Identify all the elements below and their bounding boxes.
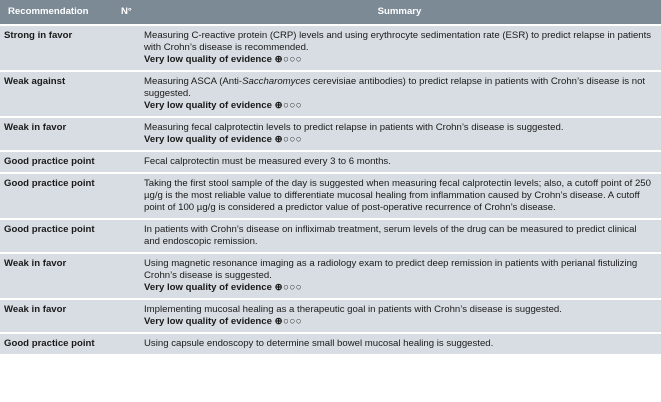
evidence-quality-label: Very low quality of evidence bbox=[144, 282, 272, 293]
table-row bbox=[0, 299, 661, 333]
table-row bbox=[0, 25, 661, 71]
number-cell bbox=[117, 71, 138, 117]
evidence-rating-icon: ⊕○○○ bbox=[274, 316, 303, 327]
evidence-quality bbox=[144, 54, 653, 66]
evidence-quality-label: Very low quality of evidence bbox=[144, 100, 272, 111]
number-cell bbox=[117, 117, 138, 151]
summary-text: Using magnetic resonance imaging as a radiology exam to predict deep remission in patients with perianal fistulizing Crohn’s disease is suggested. bbox=[144, 258, 638, 281]
number-cell bbox=[117, 25, 138, 71]
evidence-quality bbox=[144, 134, 653, 146]
number-cell bbox=[117, 299, 138, 333]
header-recommendation: Recommendation bbox=[0, 0, 117, 25]
summary-text-pre: Measuring ASCA (Anti- bbox=[144, 76, 243, 87]
header-row bbox=[0, 0, 661, 25]
evidence-quality-label: Very low quality of evidence bbox=[144, 134, 272, 145]
header-summary: Summary bbox=[138, 0, 661, 25]
summary-text: Measuring C-reactive protein (CRP) levels and using erythrocyte sedimentation rate (ESR) to predict relapse in patients with Crohn’s disease is recommended. bbox=[144, 30, 652, 53]
summary-cell bbox=[138, 117, 661, 151]
recommendation-cell: Good practice point bbox=[0, 219, 117, 253]
recommendation-cell: Good practice point bbox=[0, 151, 117, 173]
evidence-rating-icon: ⊕○○○ bbox=[274, 54, 303, 65]
recommendation-cell: Good practice point bbox=[0, 173, 117, 219]
evidence-rating-icon: ⊕○○○ bbox=[274, 134, 303, 145]
table-row bbox=[0, 151, 661, 173]
summary-cell bbox=[138, 333, 661, 354]
number-cell bbox=[117, 173, 138, 219]
recommendation-cell: Strong in favor bbox=[4, 30, 73, 41]
evidence-rating-icon: ⊕○○○ bbox=[274, 282, 303, 293]
recommendation-cell: Weak in favor bbox=[0, 253, 117, 299]
summary-cell bbox=[138, 173, 661, 219]
summary-text bbox=[144, 76, 645, 99]
summary-cell bbox=[138, 151, 661, 173]
number-cell bbox=[117, 253, 138, 299]
summary-text: Using capsule endoscopy to determine small bowel mucosal healing is suggested. bbox=[144, 338, 494, 349]
summary-text: In patients with Crohn’s disease on infliximab treatment, serum levels of the drug can be measured to predict clinical and endoscopic remission. bbox=[144, 224, 637, 247]
summary-text-post: cerevisiae antibodies) to predict relapse in patients with Crohn’s disease is not suggested. bbox=[144, 76, 646, 99]
number-cell bbox=[117, 333, 138, 354]
table-row bbox=[0, 173, 661, 219]
recommendation-cell: Weak in favor bbox=[0, 117, 117, 151]
summary-cell bbox=[138, 71, 661, 117]
recommendation-cell: Weak in favor bbox=[0, 299, 117, 333]
number-cell bbox=[117, 151, 138, 173]
summary-text: Measuring fecal calprotectin levels to predict relapse in patients with Crohn’s disease is suggested. bbox=[144, 122, 564, 133]
evidence-quality bbox=[144, 316, 653, 328]
table-header bbox=[0, 0, 661, 25]
table-row bbox=[0, 117, 661, 151]
header-number: N° bbox=[117, 0, 138, 25]
summary-text: Fecal calprotectin must be measured every 3 to 6 months. bbox=[144, 156, 391, 167]
evidence-quality-label: Very low quality of evidence bbox=[144, 54, 272, 65]
number-cell bbox=[117, 219, 138, 253]
summary-text: Taking the first stool sample of the day is suggested when measuring fecal calprotectin levels; also, a cutoff point of 250 µg/g is the most reliable value to differentiate mucosal healing from inflammation caused by Crohn’s disease. A cutoff point of 100 µg/g is considered a predictor value of post-operative recurrence of Crohn’s disease. bbox=[144, 178, 651, 213]
summary-cell bbox=[138, 25, 661, 71]
recommendation-cell: Good practice point bbox=[0, 333, 117, 354]
evidence-quality-label: Very low quality of evidence bbox=[144, 316, 272, 327]
recommendation-cell: Weak against bbox=[0, 71, 117, 117]
evidence-quality bbox=[144, 100, 653, 112]
evidence-rating-icon: ⊕○○○ bbox=[274, 100, 303, 111]
evidence-quality bbox=[144, 282, 653, 294]
summary-text: Implementing mucosal healing as a therapeutic goal in patients with Crohn’s disease is suggested. bbox=[144, 304, 562, 315]
table-row bbox=[0, 253, 661, 299]
summary-text-italic: Saccharomyces bbox=[242, 76, 311, 87]
summary-cell bbox=[138, 299, 661, 333]
table-body bbox=[0, 25, 661, 354]
table-row bbox=[0, 219, 661, 253]
table-row bbox=[0, 71, 661, 117]
summary-cell bbox=[138, 253, 661, 299]
table-row bbox=[0, 333, 661, 354]
summary-cell bbox=[138, 219, 661, 253]
